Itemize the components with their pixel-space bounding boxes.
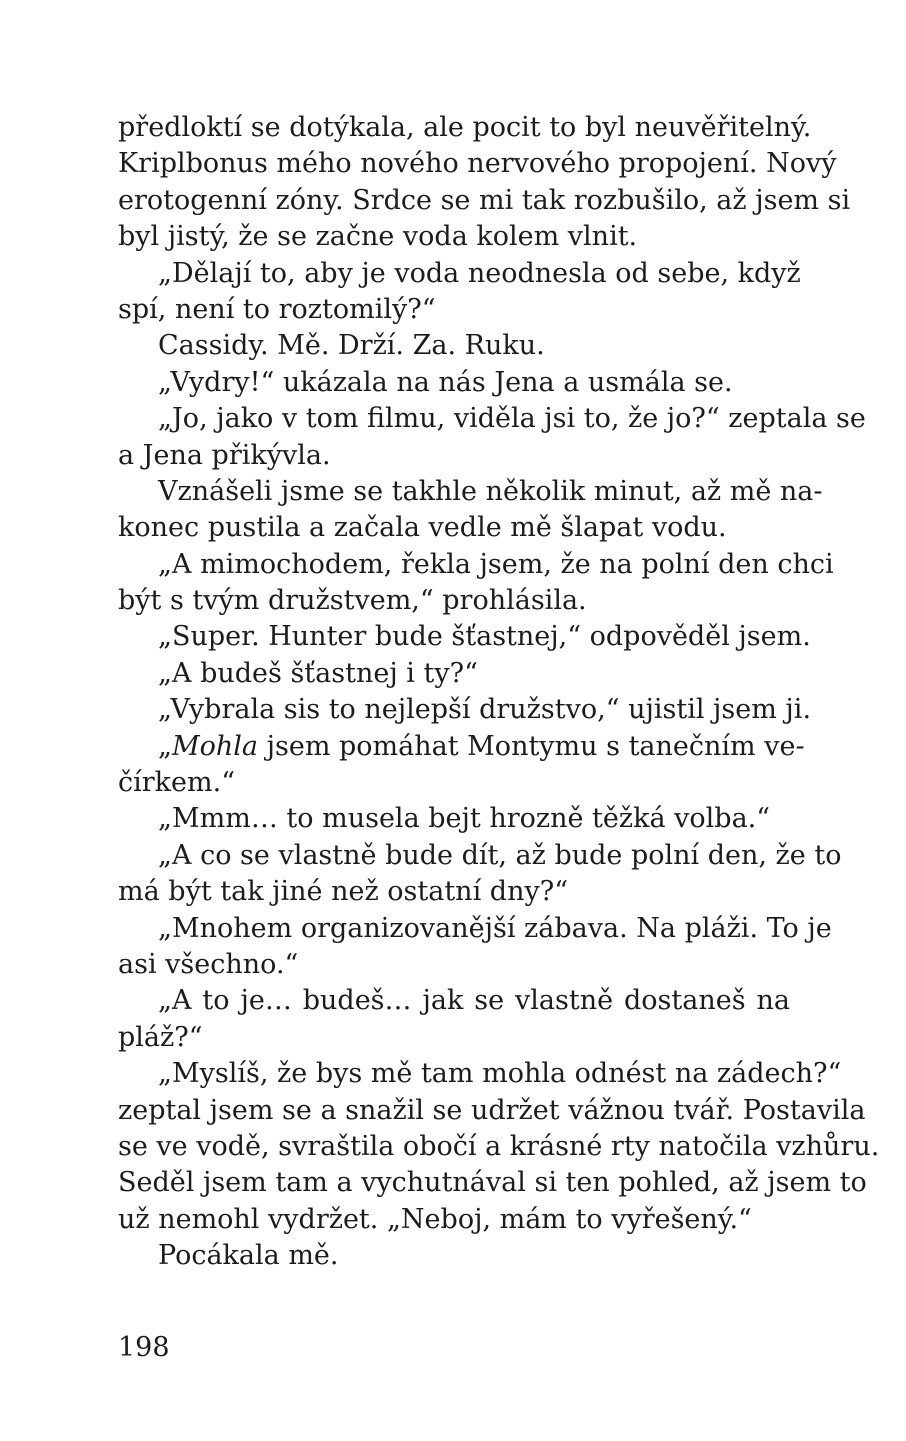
text-line-12: konec pustila a začala vedle mě šlapat vodu. xyxy=(118,512,727,544)
text-line-25: „A to je… budeš… jak se vlastně dostaneš na xyxy=(158,985,790,1017)
text-line-21: „A co se vlastně bude dít, až bude polní den, že to xyxy=(158,839,842,871)
text-line-11: Vznášeli jsme se takhle několik minut, až mě na- xyxy=(158,475,823,507)
text-line-9: „Jo, jako v tom filmu, viděla jsi to, že jo?“ zeptala se xyxy=(158,403,866,435)
body-text xyxy=(118,110,880,1275)
text-line-1: předloktí se dotýkala, ale pocit to byl neuvěřitelný. xyxy=(118,112,812,143)
text-line-10: a Jena přikývla. xyxy=(118,439,331,471)
text-line-8: „Vydry!“ ukázala na nás Jena a usmála se. xyxy=(158,366,733,398)
text-line-18-post: jsem pomáhat Montymu s tanečním ve- xyxy=(258,730,805,762)
text-line-23: „Mnohem organizovanější zábava. Na pláži. To je xyxy=(158,912,832,944)
text-line-4: byl jistý, že se začne voda kolem vlnit. xyxy=(118,221,638,253)
text-line-14: být s tvým družstvem,“ prohlásila. xyxy=(118,585,587,617)
text-line-6: spí, není to roztomilý?“ xyxy=(118,293,436,325)
text-line-2: Kriplbonus mého nového nervového propojení. Nový xyxy=(118,148,837,180)
text-line-7: Cassidy. Mě. Drží. Za. Ruku. xyxy=(158,330,545,362)
text-line-17: „Vybrala sis to nejlepší družstvo,“ ujistil jsem ji. xyxy=(158,694,812,726)
text-line-5: „Dělají to, aby je voda neodnesla od sebe, když xyxy=(158,257,801,289)
text-line-22: má být tak jiné než ostatní dny?“ xyxy=(118,876,568,908)
text-line-27: „Myslíš, že bys mě tam mohla odnést na zádech?“ xyxy=(158,1058,842,1090)
text-line-19: čírkem.“ xyxy=(118,767,235,799)
text-line-24: asi všechno.“ xyxy=(118,948,299,980)
text-line-31: už nemohl vydržet. „Neboj, mám to vyřešený.“ xyxy=(118,1203,752,1235)
text-line-18-pre: „ xyxy=(158,730,172,762)
text-line-3: erotogenní zóny. Srdce se mi tak rozbušilo, až jsem si xyxy=(118,184,851,216)
text-line-32: Pocákala mě. xyxy=(158,1240,339,1272)
text-line-13: „A mimochodem, řekla jsem, že na polní den chci xyxy=(158,548,834,580)
text-line-26: pláž?“ xyxy=(118,1021,203,1053)
emphasized-word: Mohla xyxy=(172,730,259,762)
text-line-15: „Super. Hunter bude šťastnej,“ odpověděl jsem. xyxy=(158,621,811,653)
text-line-30: Seděl jsem tam a vychutnával si ten pohled, až jsem to xyxy=(118,1167,867,1199)
text-line-28: zeptal jsem se a snažil se udržet vážnou tvář. Postavila xyxy=(118,1094,866,1126)
text-line-20: „Mmm… to musela bejt hrozně těžká volba.“ xyxy=(158,803,771,835)
text-line-18 xyxy=(118,729,805,765)
page-number: 198 xyxy=(118,1332,170,1363)
text-line-29: se ve vodě, svraštila obočí a krásné rty natočila vzhůru. xyxy=(118,1130,880,1162)
text-line-16: „A budeš šťastnej i ty?“ xyxy=(158,657,478,689)
